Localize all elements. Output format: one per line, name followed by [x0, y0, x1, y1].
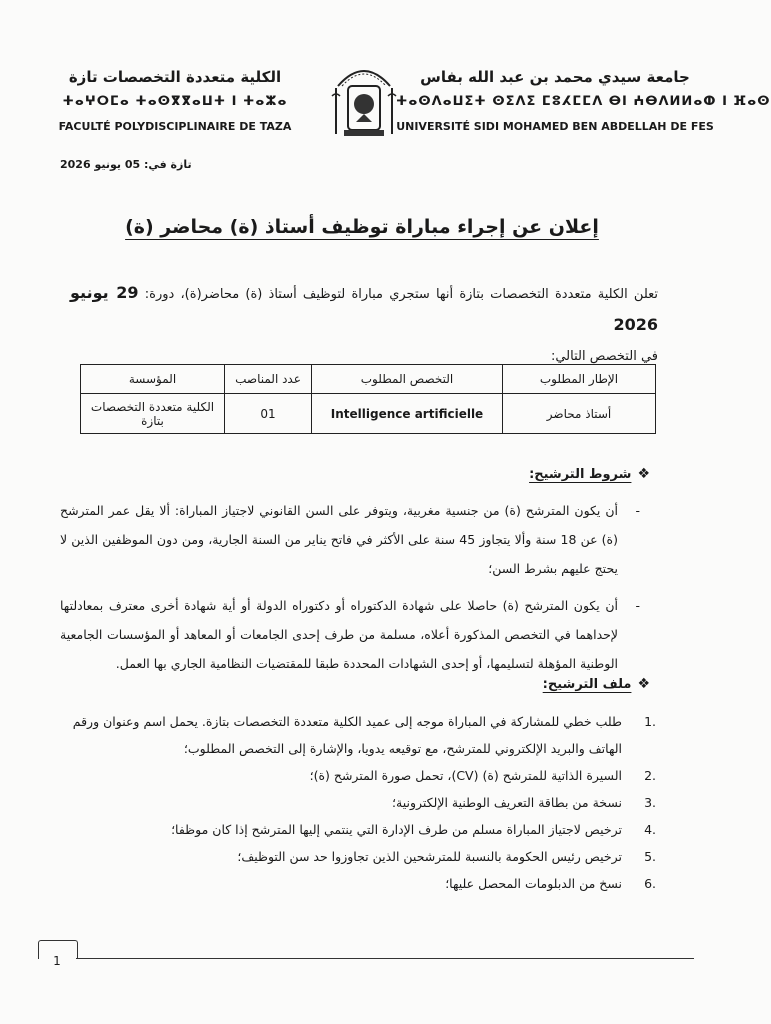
conditions-list-wrapper [60, 496, 640, 678]
table-cell: أستاذ محاضر [503, 394, 656, 434]
table-header-cell: عدد المناصب [225, 365, 312, 394]
table-row [81, 394, 656, 434]
list-item: - أن يكون المترشح (ة) من جنسية مغربية، ويتوفر على السن القانوني لاجتياز المباراة: ألا يقل عمر المترشح (ة) عن 18 سنة وألا يتجاوز 45 سنة على الأكثر في فاتح يناير من السنة الجارية، ومن دون الموظفين الذين لا يحتج عليهم بشرط السن؛ [60, 496, 618, 583]
positions-table [80, 364, 656, 434]
table-header-cell: الإطار المطلوب [503, 365, 656, 394]
intro-text-after: في التخصص التالي: [550, 349, 658, 364]
intro-paragraph [70, 278, 658, 372]
list-item: 4. ترخيص لاجتياز المباراة مسلم من طرف الإدارة التي ينتمي إليها المترشح إذا كان موظفا؛ [171, 822, 656, 837]
faculty-name-tifinagh: ⵜⴰⵖⵔⵎⴰ ⵜⴰⵙⴳⴳⴰⵡⵜ ⵏ ⵜⴰⵣⴰ [62, 94, 288, 109]
table-cell: الكلية متعددة التخصصات بتازة [81, 394, 225, 434]
table-header-cell: التخصص المطلوب [312, 365, 503, 394]
faculty-name-french: FACULTÉ POLYDISCIPLINAIRE DE TAZA [58, 120, 292, 133]
table-cell: Intelligence artificielle [312, 394, 503, 434]
university-logo [330, 56, 398, 140]
conditions-heading: ❖شروط الترشيح: [529, 466, 650, 482]
list-item: 3. نسخة من بطاقة التعريف الوطنية الإلكترونية؛ [392, 795, 656, 810]
list-item: - أن يكون المترشح (ة) حاصلا على شهادة الدكتوراه أو دكتوراه الدولة أو أية شهادة أخرى معترف بمعادلتها لإحداهما في التخصص المذكورة أعلاه، مسلمة من طرف إحدى الجامعات أو المعاهد أو المؤسسات الجامعية الوطنية المؤهلة لتسليمها، أو إحدى الشهادات المحددة طبقا للمقتضيات النظامية الجاري بها العمل. [60, 591, 618, 678]
table-header-cell: المؤسسة [81, 365, 225, 394]
list-item: 5. ترخيص رئيس الحكومة بالنسبة للمترشحين الذين تجاوزوا حد سن التوظيف؛ [237, 849, 656, 864]
university-name-french: UNIVERSITÉ SIDI MOHAMED BEN ABDELLAH DE FES [396, 120, 714, 133]
page-title: إعلان عن إجراء مباراة توظيف أستاذ (ة) محاضر (ة) [125, 216, 599, 238]
dossier-heading: ❖ملف الترشيح: [542, 676, 650, 692]
footer-divider [76, 958, 694, 959]
contest-date: 29 يونيو 2026 [70, 283, 658, 334]
diamond-bullet-icon: ❖ [637, 676, 650, 692]
table-header-row [81, 365, 656, 394]
dossier-list [60, 708, 656, 897]
document-date: تازة في: 05 يونيو 2026 [60, 158, 192, 171]
list-item: 2. السيرة الذاتية للمترشح (ة) (CV)، تحمل صورة المترشح (ة)؛ [309, 768, 656, 783]
list-item: 1. طلب خطي للمشاركة في المباراة موجه إلى عميد الكلية متعددة التخصصات بتازة. يحمل اسم وعنوان ورقم الهاتف والبريد الإلكتروني للمترشح، مع توقيعه يدويا، والإشارة إلى التخصص المطلوب؛ [72, 714, 656, 756]
positions-table-wrapper [80, 364, 656, 434]
intro-text: تعلن الكلية متعددة التخصصات بتازة أنها ستجري مباراة لتوظيف أستاذ (ة) محاضر(ة)، دورة: [144, 287, 659, 302]
dossier-list-wrapper [60, 708, 656, 897]
page-number: 1 [53, 954, 61, 968]
university-name-tifinagh: ⵜⴰⵙⴷⴰⵡⵉⵜ ⵙⵉⴷⵉ ⵎⵓⵃⵎⵎⴷ ⴱⵏ ⵄⴱⴷⵍⵍⴰⵀ ⵏ ⴼⴰⵙ [396, 94, 771, 109]
table-cell: 01 [225, 394, 312, 434]
faculty-name-arabic: الكلية متعددة التخصصات تازة [68, 68, 282, 86]
diamond-bullet-icon: ❖ [637, 466, 650, 482]
list-item: 6. نسخ من الدبلومات المحصل عليها؛ [445, 876, 656, 891]
conditions-list [60, 496, 640, 678]
university-name-arabic: جامعة سيدي محمد بن عبد الله بفاس [420, 68, 690, 86]
university-crest-icon [330, 56, 398, 140]
